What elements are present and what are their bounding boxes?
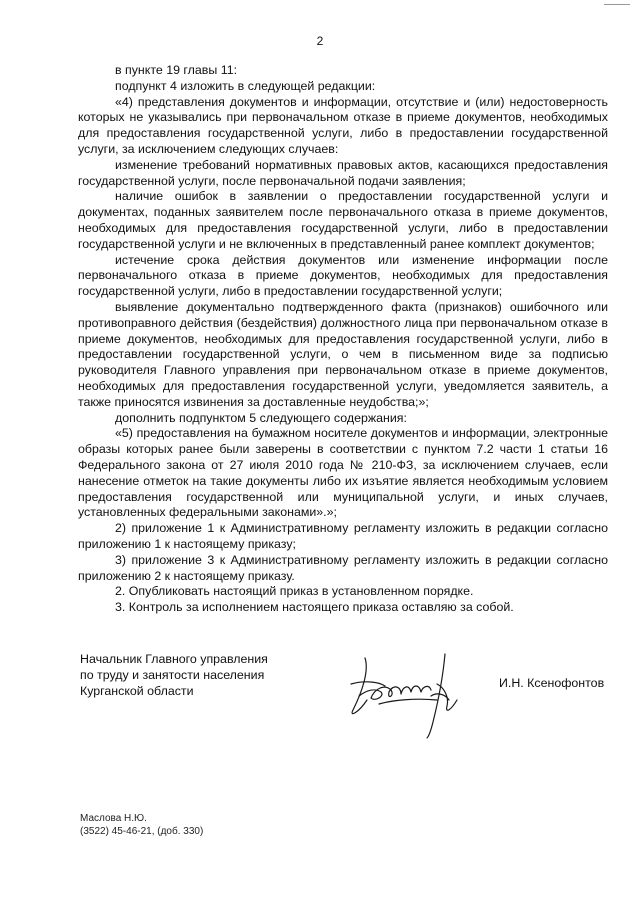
executor-phone: (3522) 45-46-21, (доб. 330) <box>80 826 204 837</box>
signatory-title-line: Начальник Главного управления <box>80 652 268 666</box>
executor-name: Маслова Н.Ю. <box>80 813 147 824</box>
signatory-name: И.Н. Ксенофонтов <box>499 676 605 690</box>
handwritten-signature <box>345 640 475 740</box>
paragraph: 3. Контроль за исполнением настоящего приказа оставляю за собой. <box>115 600 514 615</box>
paragraph: 3) приложение 3 к Административному регламенту изложить в редакции согласно приложению 2 к настоящему приказу. <box>78 552 608 583</box>
paragraph: 2) приложение 1 к Административному регламенту изложить в редакции согласно приложению 1 к настоящему приказу; <box>78 521 608 551</box>
signatory-title-line: по труду и занятости населения <box>80 668 265 682</box>
paragraph: дополнить подпунктом 5 следующего содержания: <box>115 410 407 425</box>
paragraph: «4) представления документов и информации, отсутствие и (или) недостоверность которых не указывались при первоначальном отказе в приеме документов, необходимых для предоставления государственной услуги, либо в предоставлении государственной услуги, за исключением следующих случаев: <box>78 94 608 156</box>
signatory-title <box>80 651 268 699</box>
executor-info <box>80 812 203 838</box>
paragraph: наличие ошибок в заявлении о предоставлении государственной услуги и документах, поданных заявителем после первоначального отказа в приеме документов, необходимых для предоставления государственной услуги, либо в предоставлении государственной услуги и не включенных в представленный ранее комплект документов; <box>78 189 608 251</box>
paragraph: подпункт 4 изложить в следующей редакции: <box>115 78 376 93</box>
paragraph: 2. Опубликовать настоящий приказ в установленном порядке. <box>115 584 474 599</box>
signatory-title-line: Курганской области <box>80 684 194 698</box>
paragraph: изменение требований нормативных правовых актов, касающихся предоставления государственной услуги, после первоначальной подачи заявления; <box>78 157 608 188</box>
paragraph: «5) предоставления на бумажном носителе документов и информации, электронные образы которых ранее были заверены в соответствии с пунктом 7.2 части 1 статьи 16 Федерального закона от 27 июля 2010 года № 210-ФЗ, за исключением случаев, если нанесение отметок на такие документы либо их изъятие является необходимым условием предоставления государственной или муниципальной услуги, и иных случаев, установленных федеральными законами».»; <box>78 426 608 520</box>
corner-mark <box>604 4 630 5</box>
paragraph: истечение срока действия документов или изменение информации после первоначального отказа в приеме документов, необходимых для предоставления государственной услуги, либо в предоставлении государственной услуги; <box>78 252 608 299</box>
document-body <box>78 63 608 616</box>
paragraph: выявление документально подтвержденного факта (признаков) ошибочного или противоправного действия (бездействия) должностного лица при первоначальном отказе в приеме документов, необходимых для предоставления государственной услуги, либо в предоставлении государственной услуги, о чем в письменном виде за подписью руководителя Главного управления при первоначальном отказе в приеме документов, необходимых для предоставления государственной услуги, уведомляется заявитель, а также приносятся извинения за доставленные неудобства;»; <box>78 299 608 409</box>
page-number: 2 <box>316 34 324 48</box>
paragraph: в пункте 19 главы 11: <box>115 63 238 77</box>
